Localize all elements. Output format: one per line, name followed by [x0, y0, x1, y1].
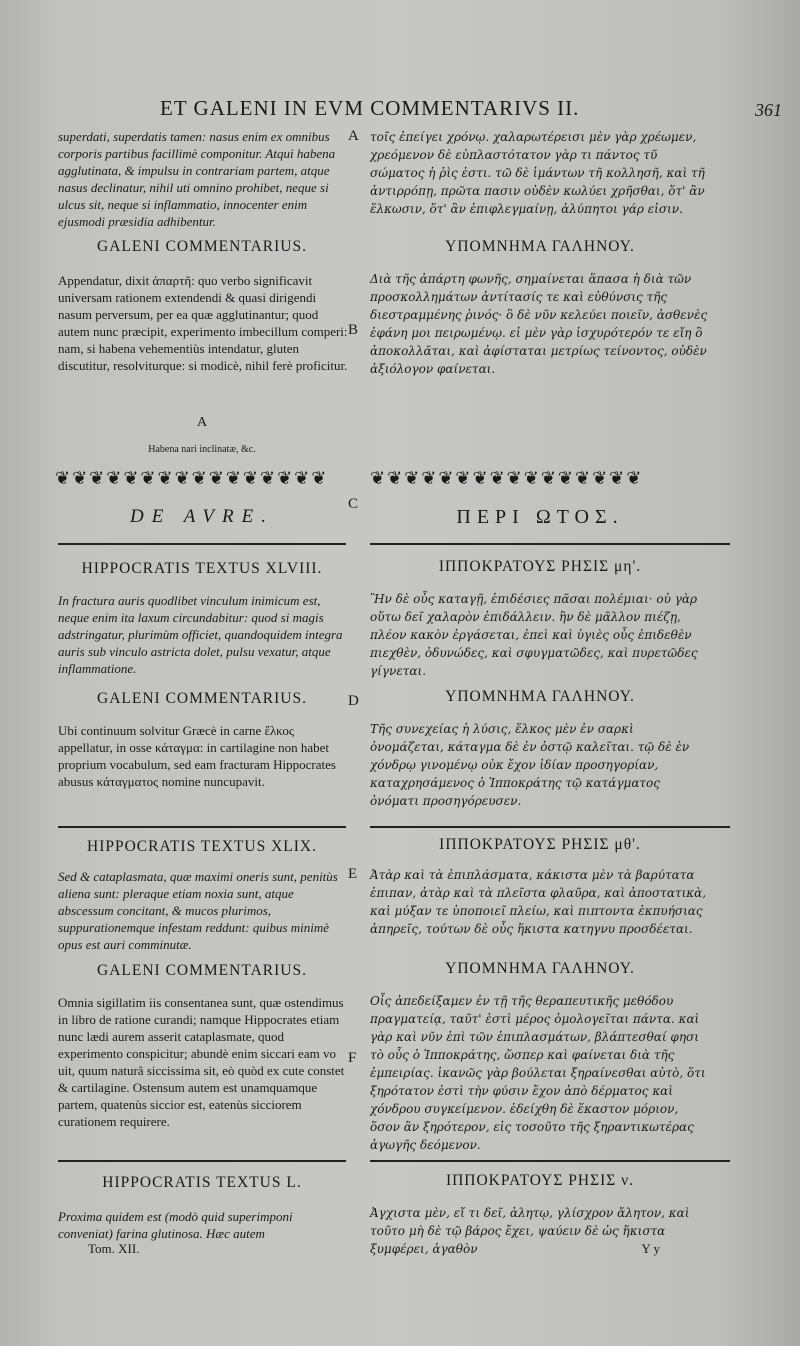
footer-signature: Y y: [641, 1241, 660, 1256]
hippocrates-48-latin: In fractura auris quodlibet vinculum inimicum est, neque enim ita laxum circundabitur: quod si magis adstringatur, plurimùm officiet, quandoquidem integra auris sub vinculo astricta dolet, pulsu vexatur, atque inflammatione.: [58, 593, 343, 676]
heading-peri-otos: ΠΕΡΙ ΩΤΟΣ.: [456, 506, 624, 528]
hippocrates-48-greek: Ἢν δὲ οὖς καταγῇ, ἐπιδέσιες πᾶσαι πολέμιαι· οὐ γὰρ οὕτω δεῖ χαλαρὸν ἐπιδάλλειν. ἢν δὲ μᾶλλον πιέζῃ, πλέον κακὸν ἐργάσεται, ἐπεὶ καὶ ὑγιὲς οὖς ἐπιδεθὲν πιεχθὲν, ὀδυνώδες, καὶ σφυγματῶδες, καὶ πυρετῶδες γίγνεται.: [370, 592, 698, 678]
margin-letter-b: B: [348, 322, 359, 338]
note-text: Habena nari inclinatæ, &c.: [148, 444, 256, 455]
hippocrates-49-greek: Ἀτὰρ καὶ τὰ ἐπιπλάσματα, κάκιστα μὲν τὰ βαρύτατα ἐπιπαν, ἀτὰρ καὶ τὰ πλεῖστα φλαῦρα, καὶ ἀποστατικὰ, καὶ μύξαν τε ὑποποιεῖ πλείω, καὶ πιπτοντα ἐκπυήσιας ἀπηρεῖς, τούτων δὲ οὖς ἥκιστα κατηγνυ προσδέεται.: [370, 868, 707, 936]
note-letter: A: [196, 415, 208, 430]
galen-49-title-greek: ΥΠΟΜΝΗΜΑ ΓΑΛΗΝΟΥ.: [445, 960, 635, 977]
footer-volume: Tom. XII.: [88, 1241, 140, 1256]
margin-letter-e: E: [348, 866, 358, 882]
rule: [370, 826, 730, 828]
hippocrates-49-title-greek: ΙΠΠΟΚΡΑΤΟΥΣ ΡΗΣΙΣ μθ'.: [439, 836, 641, 853]
hippocrates-49-latin: Sed & cataplasmata, quæ maximi oneris sunt, penitùs aliena sunt: pleraque etiam noxia sunt, atque abscessum concitant, & mucos plurimos, suppurationemque infestam reddunt: quibus minimè opus est auri comminutæ.: [58, 869, 338, 952]
rule: [370, 543, 730, 545]
galen-title-latin: GALENI COMMENTARIUS.: [97, 238, 307, 255]
hippocrates-48-title-latin: HIPPOCRATIS TEXTUS XLVIII.: [81, 560, 323, 577]
margin-letter-d: D: [348, 693, 359, 709]
margin-letter-f: F: [348, 1050, 357, 1066]
galen-49-title-latin: GALENI COMMENTARIUS.: [97, 962, 307, 979]
galen-49-greek: Οἷς ἀπεδείξαμεν ἐν τῇ τῆς θεραπευτικῆς μεθόδου πραγματείᾳ, ταῦτ' ἐστὶ μέρος ὁμολογεῖται πάντα. καὶ γὰρ καὶ νῦν ἐπὶ τῶν ἐπιπλασμάτων, βλάπτεσθαί φησι τὸ οὖς ὁ Ἱπποκράτης, ὥσπερ καὶ φαίνεται διὰ τῆς ἐμπειρίας. ἱκανῶς γὰρ βούλεται ξηραίνεσθαι αὐτὸ, ὅτι ξηρότατον ἐστὶ τὴν φύσιν ἔχον ἀπὸ δέρματος καὶ χόνδρου συγκείμενον. ἐδείχθη δὲ ἕκαστον μόριον, ὅσον ἂν ξηρότερον, εἰς τοσοῦτο τῆς ξηραντικωτέρας ἀγωγῆς δεόμενον.: [370, 994, 706, 1152]
running-header: ET GALENI IN EVM COMMENTARIVS II.: [160, 96, 580, 120]
ornament-left: ❦❦❦❦❦❦❦❦❦❦❦❦❦❦❦❦: [55, 468, 329, 488]
galen-commentary-latin: Appendatur, dixit ἀπαρτῆ: quo verbo significavit universam rationem extendendi & quasi dirigendi nasum perversum, per ea quæ agglutinantur; quod autem nunc præcipit, experimento imbecillum comperi: nam, si habena vehementiùs intendatur, gluten discutitur, resolviturque: si modicè, nihil ferè proficitur.: [58, 273, 348, 373]
hippocrates-50-latin: Proxima quidem est (modò quid superimponi conveniat) farina glutinosa. Hæc autem: [58, 1209, 293, 1241]
hippocrates-49-title-latin: HIPPOCRATIS TEXTUS XLIX.: [87, 838, 317, 855]
latin-continuation: superdati, superdatis tamen: nasus enim ex omnibus corporis partibus facillimè componitur. Atqui habena agglutinata, & impulsu in contrariam partem, atque nasus declinatur, nihil uti omnino prohibet, neque si ulcus sit, neque si inflammatio, innocenter enim ejusmodi præsidia adhibentur.: [58, 129, 336, 229]
galen-title-greek: ΥΠΟΜΝΗΜΑ ΓΑΛΗΝΟΥ.: [445, 238, 635, 255]
hippocrates-50-title-latin: HIPPOCRATIS TEXTUS L.: [102, 1174, 302, 1191]
rule: [58, 543, 346, 545]
margin-letter-c: C: [348, 496, 359, 512]
galen-49-latin: Omnia sigillatim iis consentanea sunt, quæ ostendimus in libro de ratione curandi; namque Hippocrates etiam nunc lædi aurem asserit cataplasmate, quod experimento conspicitur; abundè enim siccari eam vo uit, quum naturâ siccissima sit, eò quòd ex cute constet & cartilagine. Ostensum autem est unamquamque partem, quatenùs siccior est, eatenùs sicciorem curationem requirere.: [58, 995, 345, 1129]
galen-48-title-greek: ΥΠΟΜΝΗΜΑ ΓΑΛΗΝΟΥ.: [445, 688, 635, 705]
galen-48-greek: Τῆς συνεχείας ἡ λύσις, ἕλκος μὲν ἐν σαρκὶ ὀνομάζεται, κάταγμα δὲ ἐν ὀστῷ καλεῖται. τῷ δὲ ἐν χόνδρῳ γινομένῳ οὐκ ἔχον ἰδίαν προσηγορίαν, καταχρησάμενος ὁ Ἱπποκράτης τῷ κατάγματος ὀνόματι προσηγόρευσεν.: [370, 722, 690, 808]
greek-continuation: τοῖς ἐπείγει χρόνῳ. χαλαρωτέρεισι μὲν γὰρ χρέωμεν, χρεόμενον δὲ εὐπλαστότατον γὰρ τι πάντος τῦ σώματος ἡ ῥὶς ἐστι. τῶ δὲ ἱμάντων τῆ κολλησῆ, καὶ τῆ ἀντιρρόπῃ, πρῶτα πασιν οὐδὲν κωλύει χρῆσθαι, ὅτ' ἂν ἕλκωσιν, ὅτ' ἂν ἐπιφλεγμαίνῃ, ἀλύπητοι γάρ εἰσιν.: [370, 130, 705, 216]
hippocrates-48-title-greek: ΙΠΠΟΚΡΑΤΟΥΣ ΡΗΣΙΣ μη'.: [438, 558, 642, 575]
rule: [370, 1160, 730, 1162]
galen-48-latin: Ubi continuum solvitur Græcè in carne ἕλκος appellatur, in osse κάταγμα: in cartilagine non habet proprium vocabulum, sed eam fracturam Hippocrates abusus κάταγματος nomine nuncupavit.: [58, 723, 336, 789]
heading-de-aure: DE AVRE.: [130, 506, 274, 527]
rule: [58, 1160, 346, 1162]
ornament-right: ❦❦❦❦❦❦❦❦❦❦❦❦❦❦❦❦: [370, 468, 644, 488]
galen-commentary-greek: Διὰ τῆς ἀπάρτη φωνῆς, σημαίνεται ἅπασα ἡ διὰ τῶν προσκολλημάτων ἀντίτασίς τε καὶ εὐθύνσις τῆς διεστραμμένης ῥινός· ὃ δὲ νῦν κελεύει ποιεῖν, ἀσθενὲς ἐφάνη μοι πειρωμένῳ. εἰ μὲν γὰρ ἰσχυρότερόν τε εἴη ὃ ἀποκολλᾶται, καὶ ἀφίσταται μετρίως τείνοντος, οὐδὲν ἀξιόλογον φαίνεται.: [370, 272, 708, 376]
hippocrates-50-greek: Ἀγχιστα μὲν, εἴ τι δεῖ, ἀλητῳ, γλίσχρον ἄλητον, καὶ τοῦτο μὴ δὲ τῷ βάρος ἔχει, ψαύειν δὲ ὡς ἥκιστα ξυμφέρει, ἀγαθὸν: [370, 1206, 690, 1256]
hippocrates-50-title-greek: ΙΠΠΟΚΡΑΤΟΥΣ ΡΗΣΙΣ ν.: [445, 1172, 635, 1189]
page-number: 361: [755, 100, 782, 120]
rule: [58, 826, 346, 828]
galen-48-title-latin: GALENI COMMENTARIUS.: [97, 690, 307, 707]
margin-letter-a: A: [348, 128, 359, 144]
